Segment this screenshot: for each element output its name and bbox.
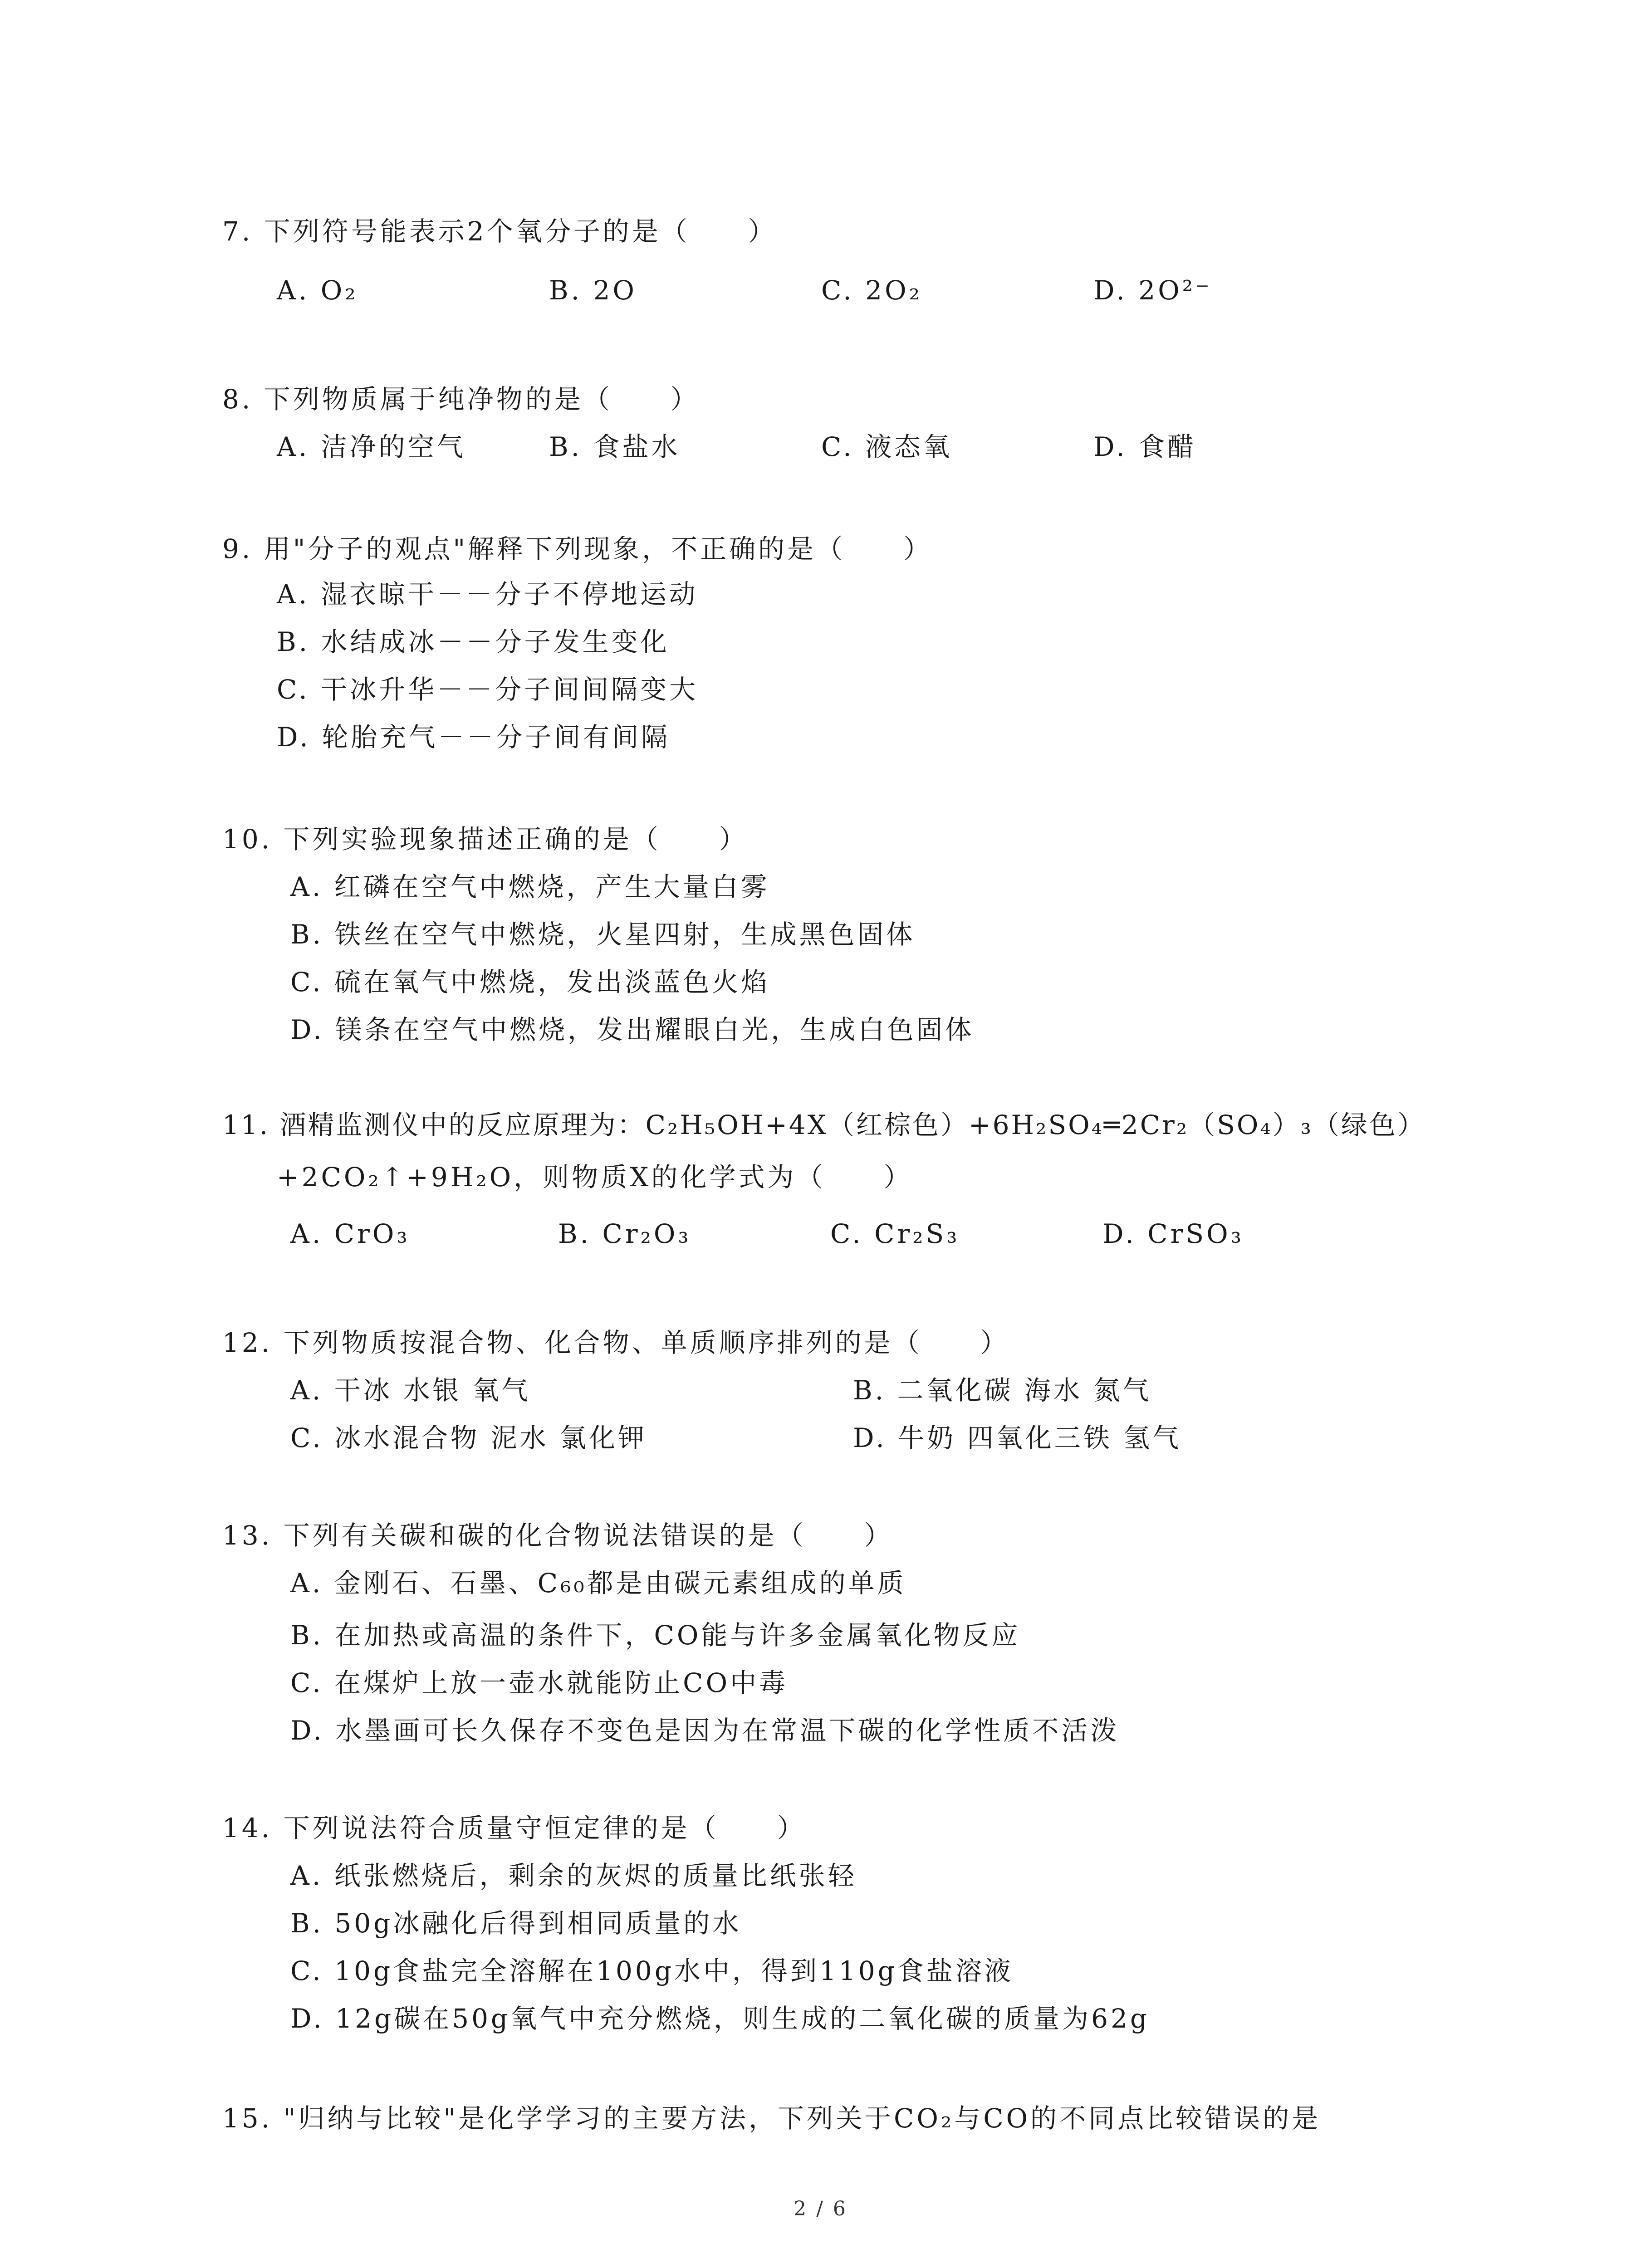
question-7-option-d: D. 2O²⁻ — [1093, 275, 1212, 306]
question-11-option-b: B. Cr₂O₃ — [558, 1218, 691, 1249]
question-8-stem: 8. 下列物质属于纯净物的是（ ） — [222, 384, 700, 415]
question-11-option-a: A. CrO₃ — [290, 1218, 410, 1249]
question-14-option-c: C. 10g食盐完全溶解在100g水中，得到110g食盐溶液 — [290, 1955, 1014, 1986]
question-12-stem: 12. 下列物质按混合物、化合物、单质顺序排列的是（ ） — [222, 1327, 1009, 1358]
question-12-option-c: C. 冰水混合物 泥水 氯化钾 — [290, 1422, 647, 1453]
question-13-option-d: D. 水墨画可长久保存不变色是因为在常温下碳的化学性质不活泼 — [290, 1715, 1120, 1746]
question-7-option-a: A. O₂ — [277, 275, 358, 306]
question-9-option-b: B. 水结成冰－－分子发生变化 — [277, 626, 670, 657]
question-15-stem: 15. "归纳与比较"是化学学习的主要方法，下列关于CO₂与CO的不同点比较错误的是 — [222, 2103, 1321, 2134]
question-13-option-b: B. 在加热或高温的条件下，CO能与许多金属氧化物反应 — [290, 1620, 1021, 1651]
page-number: 2 / 6 — [794, 2197, 847, 2220]
question-8-option-c: C. 液态氧 — [821, 431, 953, 462]
question-14-option-d: D. 12g碳在50g氧气中充分燃烧，则生成的二氧化碳的质量为62g — [290, 2003, 1150, 2034]
question-12-option-a: A. 干冰 水银 氧气 — [290, 1375, 531, 1406]
question-11-stem-line-2: +2CO₂↑+9H₂O，则物质X的化学式为（ ） — [277, 1162, 913, 1193]
question-13-option-c: C. 在煤炉上放一壶水就能防止CO中毒 — [290, 1667, 789, 1698]
question-14-option-b: B. 50g冰融化后得到相同质量的水 — [290, 1908, 742, 1939]
question-14-stem: 14. 下列说法符合质量守恒定律的是（ ） — [222, 1813, 806, 1843]
question-11-option-d: D. CrSO₃ — [1102, 1218, 1244, 1249]
question-13-option-a: A. 金刚石、石墨、C₆₀都是由碳元素组成的单质 — [290, 1568, 906, 1598]
question-8-option-d: D. 食醋 — [1093, 431, 1197, 462]
question-7-option-c: C. 2O₂ — [821, 275, 922, 306]
question-9-option-d: D. 轮胎充气－－分子间有间隔 — [277, 722, 671, 753]
question-10-option-d: D. 镁条在空气中燃烧，发出耀眼白光，生成白色固体 — [290, 1014, 975, 1045]
question-10-option-c: C. 硫在氧气中燃烧，发出淡蓝色火焰 — [290, 967, 770, 997]
question-9-option-c: C. 干冰升华－－分子间间隔变大 — [277, 674, 699, 705]
question-8-option-a: A. 洁净的空气 — [277, 431, 466, 462]
question-9-option-a: A. 湿衣晾干－－分子不停地运动 — [277, 579, 698, 610]
question-11-stem-line-1: 11. 酒精监测仪中的反应原理为：C₂H₅OH+4X（红棕色）+6H₂SO₄═2Cr₂（SO₄）₃（绿色） — [222, 1110, 1425, 1140]
question-7-stem: 7. 下列符号能表示2个氧分子的是（ ） — [222, 216, 777, 247]
question-9-stem: 9. 用"分子的观点"解释下列现象，不正确的是（ ） — [222, 533, 933, 564]
question-10-option-a: A. 红磷在空气中燃烧，产生大量白雾 — [290, 871, 770, 902]
question-13-stem: 13. 下列有关碳和碳的化合物说法错误的是（ ） — [222, 1520, 893, 1551]
question-11-option-c: C. Cr₂S₃ — [830, 1218, 960, 1249]
question-10-stem: 10. 下列实验现象描述正确的是（ ） — [222, 824, 748, 855]
question-12-option-b: B. 二氧化碳 海水 氮气 — [853, 1375, 1152, 1406]
question-14-option-a: A. 纸张燃烧后，剩余的灰烬的质量比纸张轻 — [290, 1860, 857, 1891]
question-8-option-b: B. 食盐水 — [549, 431, 681, 462]
question-10-option-b: B. 铁丝在空气中燃烧，火星四射，生成黑色固体 — [290, 919, 916, 950]
question-12-option-d: D. 牛奶 四氧化三铁 氢气 — [853, 1422, 1182, 1453]
question-7-option-b: B. 2O — [549, 275, 637, 306]
